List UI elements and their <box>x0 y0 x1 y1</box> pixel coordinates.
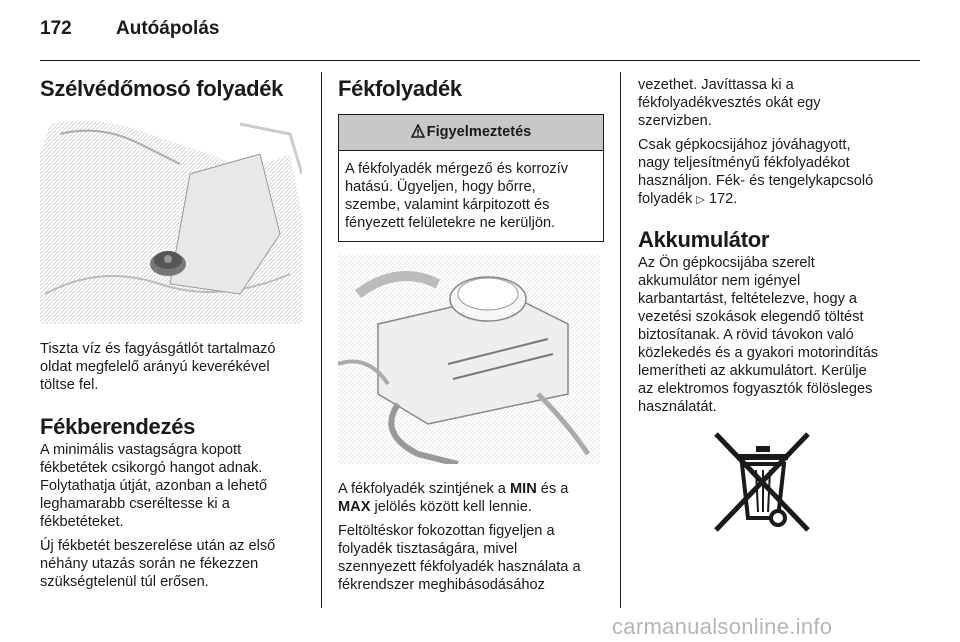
warning-triangle-icon <box>411 117 425 152</box>
battery-text: Az Ön gépkocsijába szerelt akkumulátor nem igényel karbantartást, feltételezve, hogy a vezetési szokások elegendő töltést biztosítanak. A rövid távokon való közlekedés és a gyakori motorindítás lemerítheti az akkumulátort. Kerülje az elektromos fogyasztók fölösleges használatát. <box>638 255 879 415</box>
washer-text: Tiszta víz és fagyásgátlót tartalmazó oldat megfelelő arányú keverékével töltse fel. <box>40 341 276 393</box>
watermark: carmanualsonline.info <box>612 614 833 639</box>
brake-fluid-text-4: Csak gépkocsijához jóváhagyott, nagy teljesítményű fékfolyadékot használjon. Fék- és tengelykapcsoló folyadék ▷ 172. <box>638 137 874 207</box>
brake-fluid-text-1: A fékfolyadék szintjének a MIN és a MAX jelölés között kell lennie. <box>338 481 569 515</box>
section-title-brakes: Fékberendezés <box>40 414 196 439</box>
page-number: 172 <box>40 18 72 39</box>
brakes-text-1: A minimális vastagságra kopott fékbetétek csikorgó hangot adnak. Folytathatja útját, azonban a lehető leghamarabb cseréltesse ki a fékbetéteket. <box>40 442 268 530</box>
crossed-out-bin-icon <box>710 430 816 534</box>
page-reference[interactable]: 172. <box>704 191 738 207</box>
column-divider-2 <box>620 72 621 608</box>
section-title-washer: Szélvédőmosó folyadék <box>40 76 284 101</box>
column-divider-1 <box>321 72 322 608</box>
brake-fluid-reservoir-photo <box>338 254 600 464</box>
warning-title: Figyelmeztetés <box>426 124 532 140</box>
brakes-text-2: Új fékbetét beszerelése után az első néhány utazás során ne fékezzen szükségtelenül túl erősen. <box>40 538 276 590</box>
column-3 <box>638 70 920 416</box>
page-header <box>40 18 219 40</box>
washer-reservoir-photo <box>40 114 302 324</box>
warning-box <box>338 114 604 242</box>
chapter-title: Autóápolás <box>116 18 220 39</box>
column-1 <box>40 70 308 591</box>
brake-fluid-text-3: vezethet. Javíttassa ki a fékfolyadékvesztés okát egy szervizben. <box>638 77 821 129</box>
warning-header <box>339 115 603 151</box>
column-2 <box>338 70 604 594</box>
section-title-brake-fluid: Fékfolyadék <box>338 76 462 101</box>
warning-body: A fékfolyadék mérgező és korrozív hatású. Ügyeljen, hogy bőrre, szembe, valamint kárpitozott és fényezett felületekre ne kerüljön. <box>345 161 569 231</box>
brake-fluid-text-2: Feltöltéskor fokozottan figyeljen a folyadék tisztaságára, mivel szennyezett fékfolyadék használata a fékrendszer meghibásodásához <box>338 523 581 593</box>
section-title-battery: Akkumulátor <box>638 227 770 252</box>
page-reference-arrow-icon: ▷ <box>696 194 705 206</box>
header-rule <box>40 60 920 61</box>
